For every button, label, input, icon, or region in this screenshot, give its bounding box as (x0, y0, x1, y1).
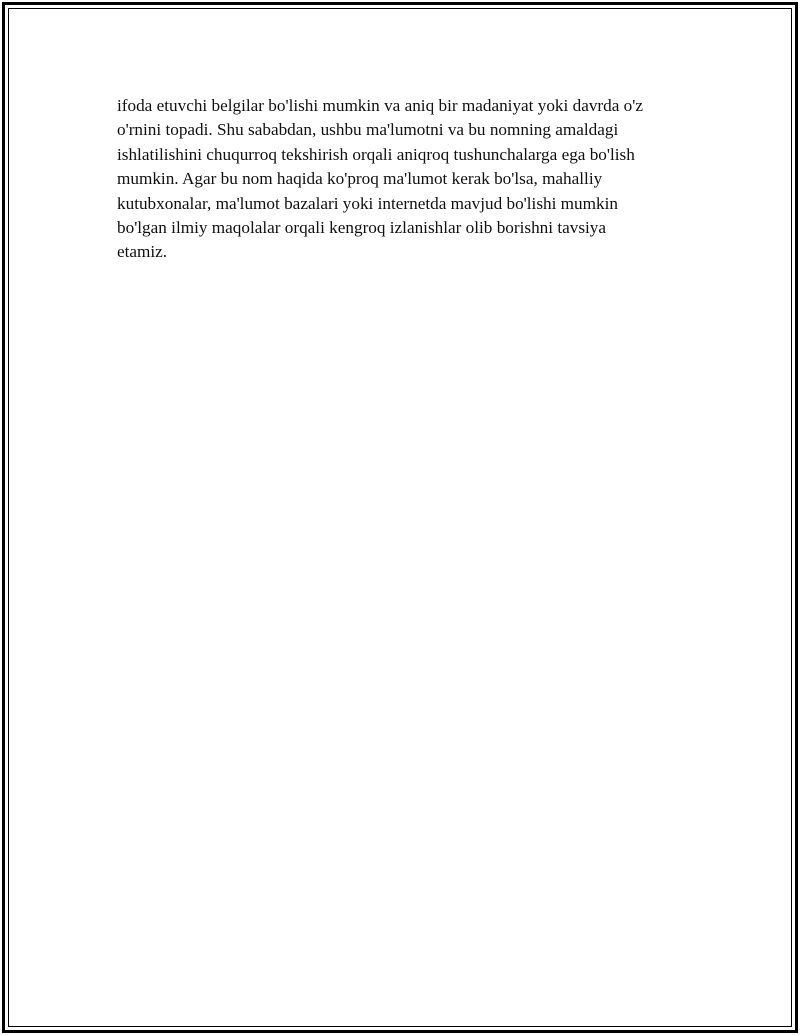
paragraph-line: mumkin. Agar bu nom haqida ko'proq ma'lumot kerak bo'lsa, mahalliy (117, 169, 603, 189)
paragraph-line: ifoda etuvchi belgilar bo'lishi mumkin va aniq bir madaniyat yoki davrda o'z (117, 96, 643, 115)
paragraph-line: ishlatilishini chuqurroq tekshirish orqali aniqroq tushunchalarga ega bo'lish (117, 144, 635, 164)
body-paragraph (117, 94, 697, 265)
document-body (117, 94, 697, 265)
paragraph-line: bo'lgan ilmiy maqolalar orqali kengroq izlanishlar olib borishni tavsiya (117, 218, 607, 238)
paragraph-line: etamiz. (117, 242, 168, 262)
paragraph-line: kutubxonalar, ma'lumot bazalari yoki internetda mavjud bo'lishi mumkin (117, 193, 618, 213)
paragraph-line: o'rnini topadi. Shu sababdan, ushbu ma'lumotni va bu nomning amaldagi (117, 120, 619, 140)
